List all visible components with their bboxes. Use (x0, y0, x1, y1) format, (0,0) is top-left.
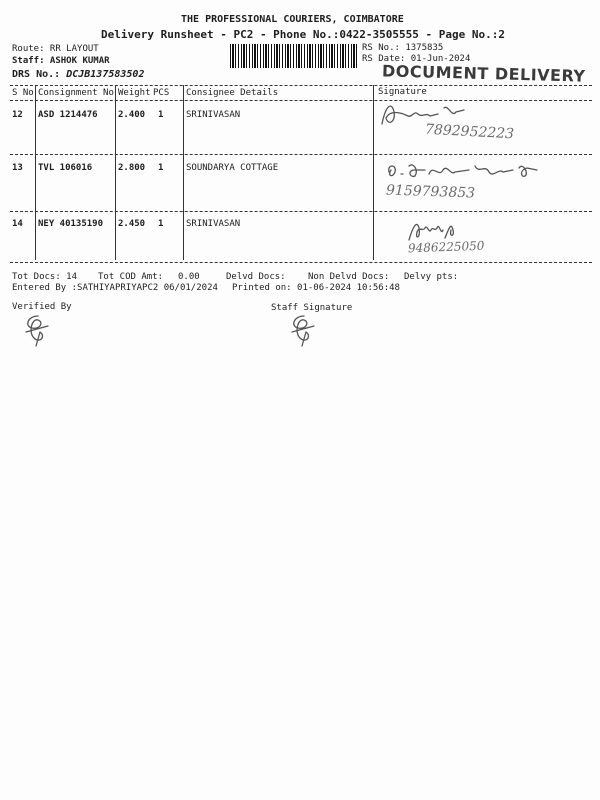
rs-date: RS Date: 01-Jun-2024 (362, 54, 471, 64)
barcode-image (230, 44, 358, 68)
drs-value: DCJB137583502 (66, 69, 145, 80)
drs-number (12, 69, 144, 80)
cell-consignee: SRINIVASAN (186, 110, 241, 120)
table-bottom-rule (10, 262, 592, 263)
drs-label: DRS No.: (12, 69, 61, 80)
cell-weight: 2.400 (118, 110, 146, 120)
cell-sno: 14 (12, 219, 23, 229)
document-delivery-stamp: DOCUMENT DELIVERY (381, 61, 586, 86)
recipient-phone: 7892952223 (424, 121, 515, 143)
cell-sno: 13 (12, 163, 23, 173)
recipient-phone: 9159793853 (385, 182, 476, 202)
col-header-consignee: Consignee Details (186, 88, 279, 98)
table-top-rule (10, 85, 592, 86)
route-label: Route: RR LAYOUT (12, 44, 99, 54)
col-divider (373, 85, 374, 260)
row-divider (10, 211, 592, 212)
recipient-phone: 9486225050 (407, 238, 485, 256)
company-title: THE PROFESSIONAL COURIERS, COIMBATORE (181, 14, 404, 25)
total-cod-value: 0.00 (178, 272, 200, 282)
cell-sno: 12 (12, 110, 23, 120)
cell-consignment: ASD 1214476 (38, 110, 98, 120)
delivered-docs: Delvd Docs: (226, 272, 286, 282)
col-divider (183, 85, 184, 260)
total-cod-label: Tot COD Amt: (98, 272, 164, 282)
runsheet-subtitle: Delivery Runsheet - PC2 - Phone No.:0422-3505555 - Page No.:2 (101, 28, 505, 41)
cell-consignment: TVL 106016 (38, 163, 93, 173)
col-header-pcs: PCS (153, 88, 170, 98)
cell-consignment: NEY 40135190 (38, 219, 104, 229)
verified-by-label: Verified By (12, 302, 72, 312)
col-divider (115, 85, 116, 260)
col-divider (35, 85, 36, 260)
cell-weight: 2.800 (118, 163, 146, 173)
non-delivered-docs: Non Delvd Docs: (308, 272, 390, 282)
verifier-signature (22, 312, 52, 348)
recipient-signature (385, 160, 555, 184)
rs-number: RS No.: 1375835 (362, 43, 444, 53)
delivery-points: Delvy pts: (404, 272, 459, 282)
total-docs: Tot Docs: 14 (12, 272, 78, 282)
cell-pcs: 1 (158, 110, 164, 120)
staff-label: Staff: ASHOK KUMAR (12, 56, 110, 66)
entered-by: Entered By :SATHIYAPRIYAPC2 06/01/2024 (12, 283, 218, 293)
col-header-signature: Signature (378, 87, 427, 97)
cell-consignee: SOUNDARYA COTTAGE (186, 163, 279, 173)
row-divider (10, 154, 592, 155)
staff-signature-label: Staff Signature (271, 303, 353, 313)
staff-signature (288, 312, 318, 348)
col-header-weight: Weight (118, 88, 151, 98)
col-header-sno: S No (12, 88, 34, 98)
cell-pcs: 1 (158, 219, 164, 229)
cell-consignee: SRINIVASAN (186, 219, 241, 229)
col-header-consignment: Consignment No (38, 88, 114, 98)
cell-pcs: 1 (158, 163, 164, 173)
cell-weight: 2.450 (118, 219, 146, 229)
printed-on: Printed on: 01-06-2024 10:56:48 (232, 283, 400, 293)
